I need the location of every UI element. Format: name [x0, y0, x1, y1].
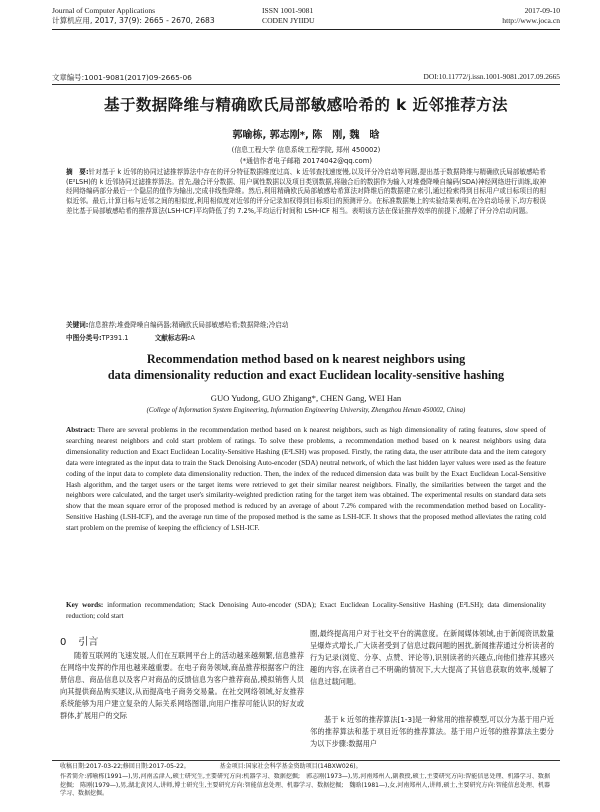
footnote-rule	[52, 760, 560, 761]
header-rule	[52, 29, 560, 30]
coden: CODEN JYIIDU	[262, 16, 315, 25]
issn: ISSN 1001-9081	[262, 6, 314, 15]
issue-date: 2017-09-10	[524, 6, 560, 15]
doc-code-label: 文献标志码:	[154, 334, 191, 342]
clc-label: 中图分类号:	[66, 334, 102, 342]
section-0-heading	[60, 633, 98, 648]
keywords-cn	[66, 321, 546, 331]
authors-en: GUO Yudong, GUO Zhigang*, CHEN Gang, WEI Han	[210, 393, 402, 403]
corresponding-author-cn: (*通信作者电子邮箱 20174042@qq.com)	[240, 157, 372, 165]
title-en-line-1: Recommendation method based on k nearest neighbors using	[146, 352, 466, 366]
section-0-number: 0	[60, 637, 67, 648]
abstract-en-label: Abstract:	[66, 426, 96, 434]
body-left-column: 随着互联网的飞速发展,人们在互联网平台上的活动越来越频繁,信息推荐在网络中发挥的作用也越来越重要。在电子商务领域,商品推荐根据客户的注册信息、商品信息以及客户对商品的反馈信息为客户推荐商品,模拟销售人员向其提供商品购买建议,从而提高电子商务交易量。在社交网络领域,好友推荐系统能够为用户建立复杂的人际关系网络图谱,向用户推荐可能认识的好友或群体,扩展用户的交际	[60, 651, 304, 721]
section-0-title: 引言	[78, 637, 99, 648]
authors-cn: 郭喻栋, 郭志刚*, 陈 刚, 魏 晗	[232, 130, 380, 141]
funding: 基金项目:国家社会科学基金资助项目(14BXW026)。	[219, 763, 362, 770]
keywords-cn-label: 关键词:	[66, 321, 89, 329]
received-date: 收稿日期:2017-03-22;修回日期:2017-05-22。	[60, 763, 190, 770]
title-en-line-2: data dimensionality reduction and exact Euclidean locality-sensitive hashing	[107, 368, 505, 382]
affiliation-en: (College of Information System Engineering, Information Engineering University, Zhengzhou Henan 450002, China)	[146, 407, 466, 414]
journal-url[interactable]: http://www.joca.cn	[502, 16, 560, 25]
doc-code-value: A	[190, 334, 195, 342]
footnote-dates-funding	[60, 763, 550, 772]
keywords-en-text: information recommendation; Stack Denoising Auto-encoder (SDA); Exact Euclidean Locality-Sensitive Hashing (E²LSH); data dimensionality reduction; cold start	[66, 601, 547, 620]
abstract-en-text: There are several problems in the recommendation method based on k nearest neighbors, such as high dimensionality of rating features, slow speed of searching nearest neighbors and cold start problem of ratings. To solve these problems, a recommendation method based on k nearest neighbors using data dimensionality reduction and Exact Euclidean Locality-Sensitive Hashing (E²LSH) was proposed. Firstly, the rating data, the user attribute data and the item category data were integrated as the input data to train the Stack Denoising Auto-encoder (SDA) neutral network, of which the last hidden layer values were used as the feature coding of the input data to complete data dimensionality reduction. Then, the index of the reduced dimension data was built by the Exact Euclidean Local-Sensitive Hash algorithm, and the target users or the target items were retrieved to get their similar nearest neighbors. Finally, the similarities between the target and the neighbors were calculated, and the target user's similarity-weighted prediction rating for the target item was obtained. The experimental results on standard data sets show that the mean square error of the proposed method is reduced by an average of about 7.2% compared with the recommendation method based on Locality-Sensitive Hashing (LSH-ICF), and the average run time of the proposed method is the same as LSH-ICF. It shows that the proposed method alleviates the rating cold start problem on the premise of keeping the efficiency of LSH-ICF.	[66, 426, 546, 533]
clc-value: TP391.1	[101, 334, 129, 342]
keywords-cn-text: 信息推荐;堆叠降噪自编码器;精确欧氏局部敏感哈希;数据降维;冷启动	[88, 321, 289, 329]
title-cn: 基于数据降维与精确欧氏局部敏感哈希的 k 近邻推荐方法	[104, 96, 508, 114]
footnote-author-bio: 作者简介:郭喻栋(1991—),男,河南孟津人,硕士研究生,主要研究方向:机器学习、数据挖掘; 郭志刚(1973—),男,河南郑州人,副教授,硕士,主要研究方向:智能信息处理、机器学习、数据挖掘; 陈刚(1979—),男,湖北黄冈人,讲师,博士研究生,主要研究方向:智能信息处理、机器学习、数据挖掘; 魏晗(1981—),女,河南郑州人,讲师,硕士,主要研究方向:智能信息处理、机器学习、数据挖掘。	[60, 773, 550, 798]
doi-rule	[52, 84, 560, 85]
abstract-cn	[66, 168, 546, 217]
body-right-column-para-2: 基于 k 近邻的推荐算法[1-3]是一种常用的推荐模型,可以分为基于用户近邻的推荐算法和基于项目近邻的推荐算法。基于用户近邻的推荐算法主要分为以下步骤:数据用户	[310, 715, 554, 749]
keywords-en	[66, 600, 546, 622]
keywords-en-label: Key words:	[66, 601, 104, 609]
classification-cn	[66, 334, 546, 344]
abstract-en	[66, 425, 546, 534]
abstract-cn-text: 针对基于 k 近邻的协同过滤推荐算法中存在的评分特征数据维度过高、k 近邻查找速度慢,以及评分冷启动等问题,提出基于数据降维与精确欧氏局部敏感哈希(E²LSH)的 k 近邻协同过滤推荐算法。首先,融合评分数据、用户属性数据以及项目类别数据,将融合后的数据作为输入对堆叠降噪自编码(SDA)神经网络进行训练,取神经网络编码部分最后一个隐层的值作为输出,完成非线性降维。然后,利用精确欧氏局部敏感哈希算法对降维后的数据建立索引,通过检索得到目标用户或目标项目的相似近邻。最后,计算目标与近邻之间的相似度,利用相似度对近邻的评分记录加权得到目标项目的预测评分。在标准数据集上的实验结果表明,在冷启动场景下,均方根误差比基于局部敏感哈希的推荐算法(LSH-ICF)平均降低了约 7.2%,平均运行时间和 LSH-ICF 相当。表明该方法在保证推荐效率的前提下,缓解了评分冷启动问题。	[66, 168, 546, 215]
doi[interactable]: DOI:10.11772/j.issn.1001-9081.2017.09.2665	[423, 72, 560, 81]
journal-name-en: Journal of Computer Applications	[52, 6, 156, 15]
affiliation-cn: (信息工程大学 信息系统工程学院, 郑州 450002)	[231, 146, 381, 154]
abstract-cn-label: 摘 要:	[66, 168, 89, 176]
journal-citation-cn: 计算机应用, 2017, 37(9): 2665 - 2670, 2683	[52, 16, 215, 25]
body-right-column-para-1: 圈,最终提高用户对于社交平台的满意度。在新闻媒体领域,由于新闻资讯数量呈爆炸式增长,广大读者受到了信息过载问题的困扰,新闻推荐通过分析读者的行为记录(浏览、分享、点赞、评论等),识别读者的兴趣点,向他们推荐其感兴趣的内容,在读者自己不明确的情况下,大大提高了其信息获取的效率,缓解了信息过载问题。	[310, 629, 554, 687]
article-number: 文章编号:1001-9081(2017)09-2665-06	[52, 73, 192, 82]
